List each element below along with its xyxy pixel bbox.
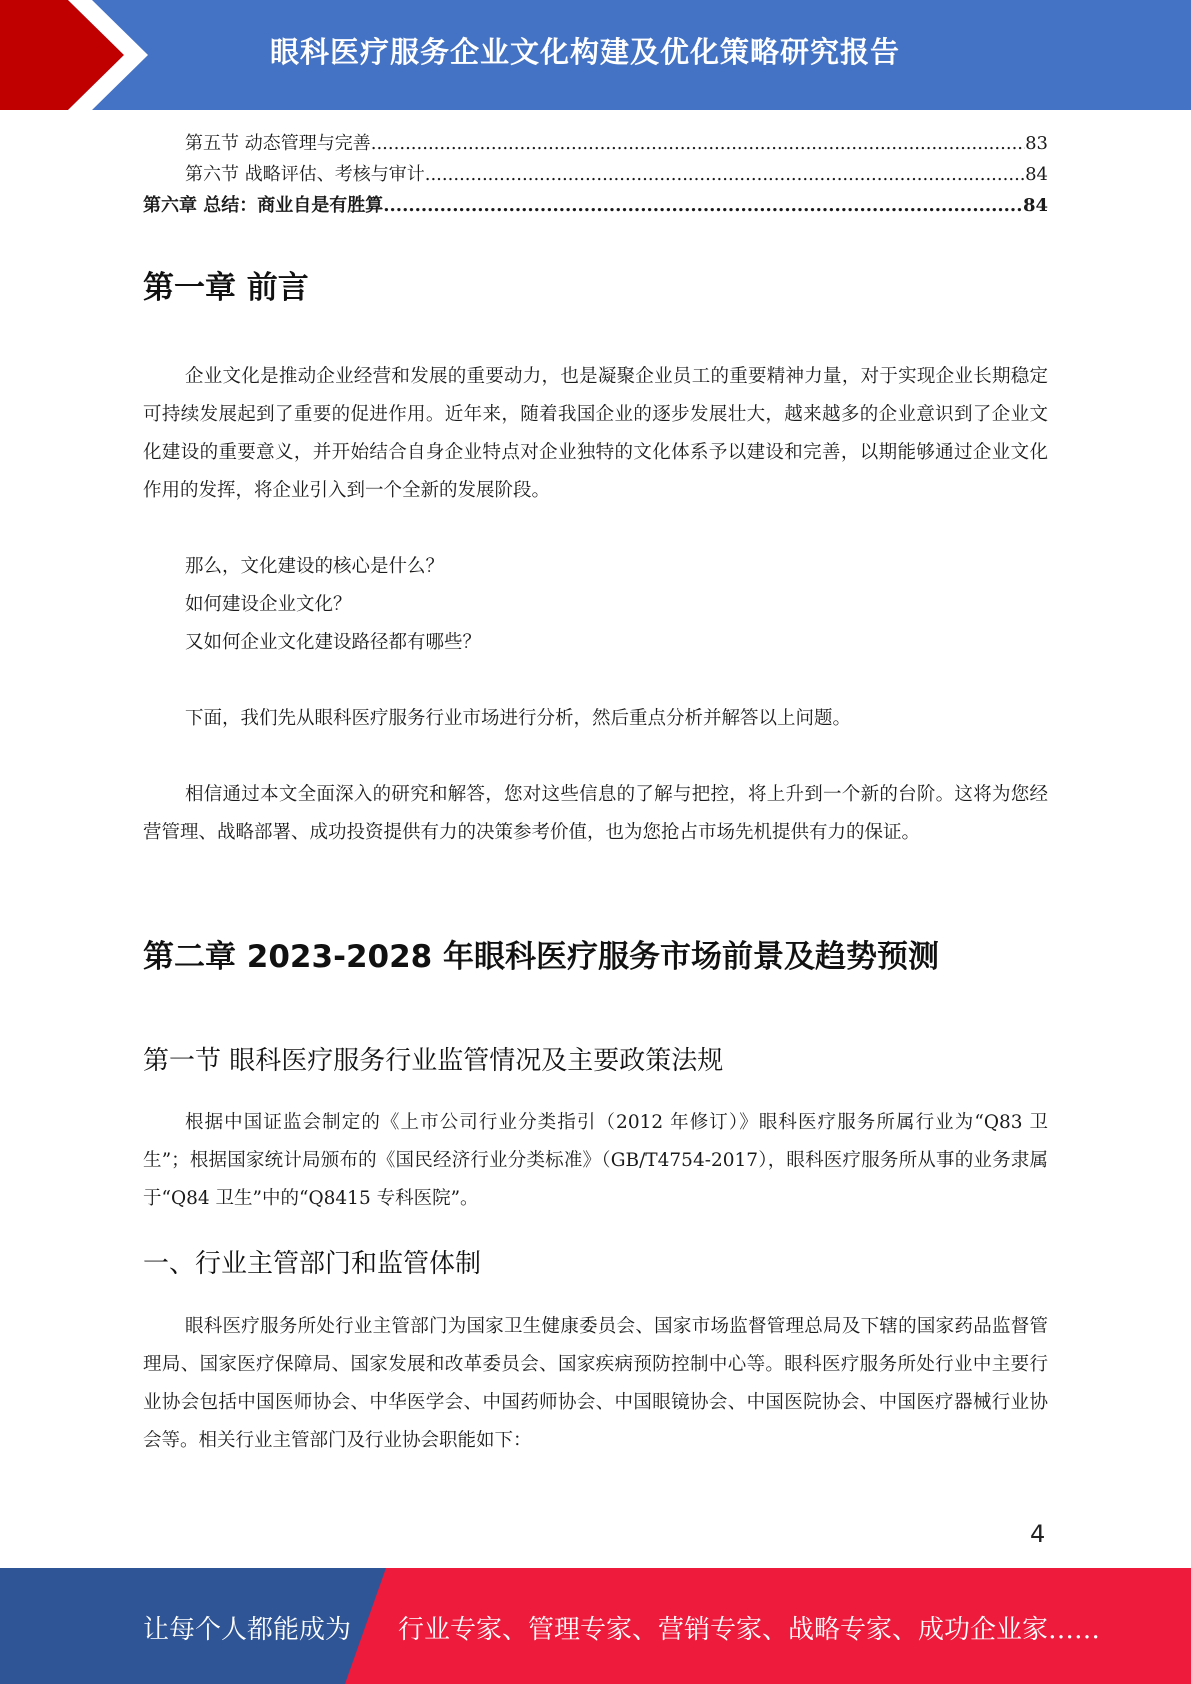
toc-entry-title: 第六节 战略评估、考核与审计 <box>185 164 425 185</box>
toc-entry-title: 第五节 动态管理与完善 <box>185 133 371 154</box>
header-chevron-decoration <box>0 0 150 110</box>
question-line: 又如何企业文化建设路径都有哪些？ <box>185 632 482 653</box>
question-line: 如何建设企业文化？ <box>185 594 352 615</box>
subsection-heading: 一、行业主管部门和监管体制 <box>143 1249 482 1279</box>
toc-leader-dots <box>425 159 1025 190</box>
question-line: 那么，文化建设的核心是什么？ <box>185 556 445 577</box>
chapter2-heading: 第二章 2023-2028 年眼科医疗服务市场前景及趋势预测 <box>143 939 940 975</box>
page-header <box>0 0 1191 110</box>
chapter1-paragraph-2: 下面，我们先从眼科医疗服务行业市场进行分析，然后重点分析并解答以上问题。 <box>185 708 852 729</box>
toc-entry-page: 84 <box>1025 164 1048 185</box>
toc-entry-title: 第六章 总结：商业自是有胜算 <box>143 195 384 216</box>
chapter1-paragraph-1: 企业文化是推动企业经营和发展的重要动力，也是凝聚企业员工的重要精神力量，对于实现企业长期稳定可持续发展起到了重要的促进作用。近年来，随着我国企业的逐步发展壮大，越来越多的企业意识到了企业文化建设的重要意义，并开始结合自身企业特点对企业独特的文化体系予以建设和完善，以期能够通过企业文化作用的发挥，将企业引入到一个全新的发展阶段。 <box>143 366 1048 501</box>
page-footer <box>0 1568 1191 1684</box>
toc-leader-dots <box>383 190 1023 221</box>
toc-leader-dots <box>371 128 1025 159</box>
page-number: 4 <box>1030 1520 1046 1548</box>
toc-entry-page: 84 <box>1022 195 1048 216</box>
chapter2-paragraph-1: 根据中国证监会制定的《上市公司行业分类指引（2012 年修订）》眼科医疗服务所属行业为“Q83 卫生”；根据国家统计局颁布的《国民经济行业分类标准》（GB/T4754-2017），眼科医疗服务所从事的业务隶属于“Q84 卫生”中的“Q8415 专科医院”。 <box>143 1112 1048 1209</box>
toc-entry[interactable] <box>143 159 1048 190</box>
table-of-contents <box>143 128 1048 221</box>
toc-entry-page: 83 <box>1025 133 1048 154</box>
report-title: 眼科医疗服务企业文化构建及优化策略研究报告 <box>270 35 901 69</box>
chapter1-heading: 第一章 前言 <box>143 270 309 306</box>
section-heading: 第一节 眼科医疗服务行业监管情况及主要政策法规 <box>143 1046 724 1076</box>
footer-slogan-right: 行业专家、管理专家、营销专家、战略专家、成功企业家…… <box>398 1615 1101 1645</box>
chapter2-paragraph-2: 眼科医疗服务所处行业主管部门为国家卫生健康委员会、国家市场监督管理总局及下辖的国家药品监督管理局、国家医疗保障局、国家发展和改革委员会、国家疾病预防控制中心等。眼科医疗服务所处行业中主要行业协会包括中国医师协会、中华医学会、中国药师协会、中国眼镜协会、中国医院协会、中国医疗器械行业协会等。相关行业主管部门及行业协会职能如下： <box>143 1316 1048 1451</box>
toc-entry[interactable] <box>143 128 1048 159</box>
chapter1-paragraph-3: 相信通过本文全面深入的研究和解答，您对这些信息的了解与把控，将上升到一个新的台阶。这将为您经营管理、战略部署、成功投资提供有力的决策参考价值，也为您抢占市场先机提供有力的保证。 <box>143 784 1048 843</box>
footer-slogan-left: 让每个人都能成为 <box>143 1615 352 1645</box>
toc-entry[interactable] <box>143 190 1048 221</box>
